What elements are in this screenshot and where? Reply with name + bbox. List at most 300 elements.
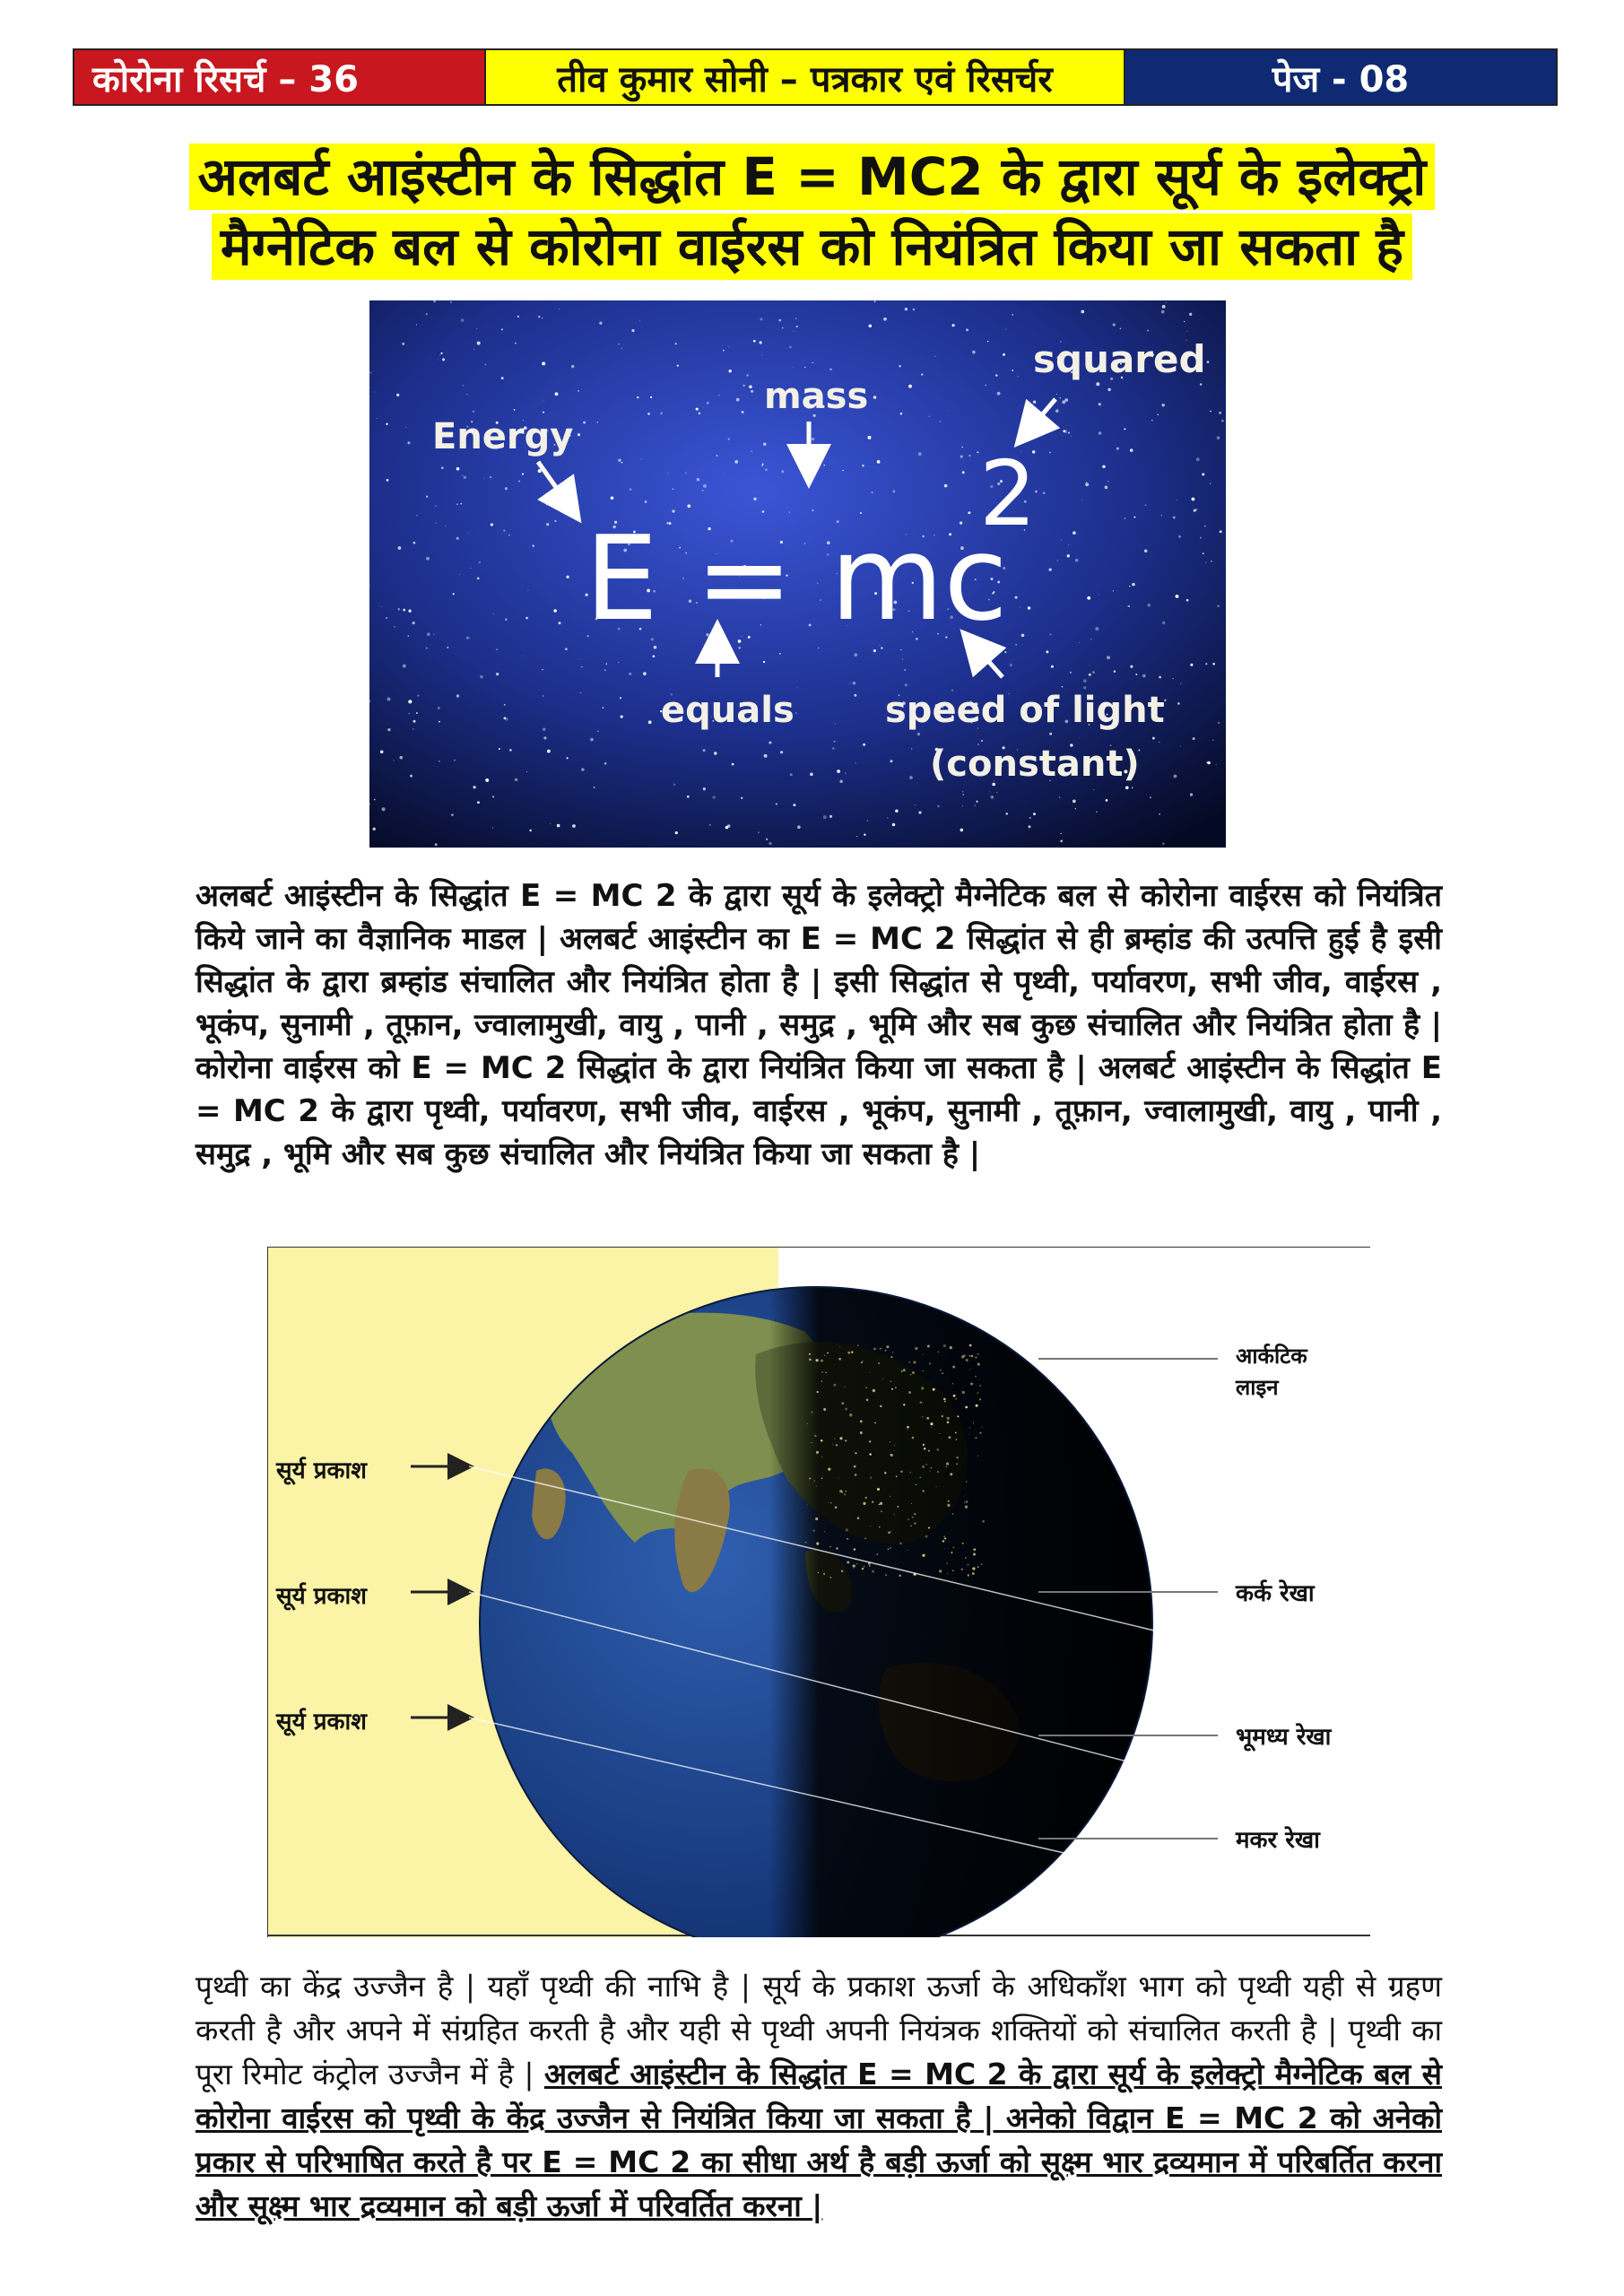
city-light-dot	[814, 1481, 815, 1482]
city-light-dot	[894, 1445, 895, 1446]
city-light-dot	[907, 1426, 909, 1429]
star-dot	[753, 498, 756, 500]
city-light-dot	[834, 1438, 836, 1439]
star-dot	[842, 470, 843, 471]
star-dot	[868, 436, 872, 439]
city-light-dot	[907, 1550, 908, 1551]
star-dot	[790, 773, 793, 776]
star-dot	[832, 747, 834, 749]
star-dot	[796, 326, 798, 327]
star-dot	[677, 365, 679, 367]
star-dot	[769, 842, 771, 845]
star-dot	[854, 653, 857, 657]
star-dot	[1144, 550, 1148, 553]
star-dot	[408, 610, 411, 613]
city-light-dot	[977, 1392, 978, 1394]
star-dot	[380, 750, 384, 753]
city-light-dot	[966, 1481, 967, 1482]
star-dot	[599, 322, 602, 325]
city-light-dot	[946, 1466, 947, 1467]
star-dot	[396, 394, 399, 396]
star-dot	[1005, 813, 1008, 815]
sunlight-label-3: सूर्य प्रकाश	[276, 1709, 367, 1735]
city-light-dot	[956, 1457, 958, 1458]
star-dot	[567, 576, 569, 578]
star-dot	[1173, 516, 1176, 518]
star-dot	[1015, 596, 1018, 599]
city-light-dot	[814, 1435, 816, 1437]
city-light-dot	[865, 1387, 867, 1388]
star-dot	[604, 762, 607, 765]
city-light-dot	[817, 1391, 819, 1393]
star-dot	[1196, 457, 1200, 461]
city-light-dot	[944, 1549, 945, 1550]
star-dot	[555, 392, 559, 396]
star-dot	[407, 441, 410, 444]
city-light-dot	[928, 1450, 930, 1452]
star-dot	[675, 831, 678, 834]
star-dot	[546, 504, 547, 505]
city-light-dot	[913, 1361, 916, 1363]
star-dot	[872, 491, 873, 493]
star-dot	[554, 520, 556, 522]
star-dot	[381, 606, 382, 607]
star-dot	[976, 801, 977, 803]
city-light-dot	[977, 1566, 979, 1568]
city-light-dot	[964, 1502, 965, 1503]
star-dot	[769, 741, 771, 744]
city-light-dot	[847, 1352, 850, 1354]
city-light-dot	[952, 1570, 954, 1571]
star-dot	[751, 390, 753, 393]
city-light-dot	[930, 1422, 933, 1425]
city-light-dot	[951, 1552, 953, 1553]
city-light-dot	[815, 1518, 818, 1520]
star-dot	[416, 712, 418, 714]
star-dot	[438, 707, 440, 709]
star-dot	[505, 487, 508, 490]
city-light-dot	[816, 1486, 817, 1487]
city-light-dot	[891, 1356, 893, 1358]
star-dot	[743, 385, 745, 387]
star-dot	[1005, 329, 1006, 330]
city-light-dot	[925, 1464, 927, 1465]
star-dot	[581, 666, 582, 667]
city-light-dot	[943, 1535, 944, 1536]
city-light-dot	[899, 1543, 902, 1545]
star-dot	[1211, 561, 1212, 562]
star-dot	[515, 778, 518, 782]
city-light-dot	[920, 1401, 923, 1404]
star-dot	[1062, 686, 1064, 688]
emc2-starfield-image	[369, 300, 1226, 848]
star-dot	[1205, 663, 1207, 665]
tropic-of-capricorn-label: मकर रेखा	[1236, 1827, 1320, 1854]
star-dot	[578, 390, 579, 392]
star-dot	[398, 608, 401, 611]
formula-exponent: 2	[979, 441, 1037, 546]
star-dot	[1200, 383, 1202, 385]
city-light-dot	[977, 1363, 980, 1366]
star-dot	[1028, 825, 1030, 828]
city-light-dot	[879, 1504, 880, 1505]
city-light-dot	[946, 1462, 949, 1465]
star-dot	[505, 718, 508, 720]
star-dot	[714, 752, 716, 754]
star-dot	[1166, 302, 1167, 303]
city-light-dot	[937, 1471, 939, 1473]
city-light-dot	[914, 1513, 916, 1515]
star-dot	[456, 467, 460, 471]
city-light-dot	[950, 1473, 952, 1475]
star-dot	[435, 843, 438, 846]
star-dot	[1102, 465, 1105, 468]
city-light-dot	[821, 1477, 823, 1479]
city-light-dot	[926, 1417, 929, 1420]
star-dot	[526, 771, 527, 772]
star-dot	[479, 561, 481, 563]
city-light-dot	[821, 1439, 823, 1442]
city-light-dot	[966, 1359, 968, 1361]
star-dot	[1012, 314, 1013, 316]
city-light-dot	[911, 1503, 912, 1504]
star-dot	[1125, 517, 1126, 519]
star-dot	[1142, 674, 1146, 678]
star-dot	[764, 754, 768, 758]
mass-label: mass	[764, 376, 869, 417]
star-dot	[738, 647, 740, 648]
city-light-dot	[881, 1510, 882, 1512]
star-dot	[839, 779, 843, 783]
city-light-dot	[823, 1573, 825, 1575]
star-dot	[1161, 404, 1164, 406]
star-dot	[1157, 414, 1159, 416]
star-dot	[630, 488, 632, 491]
star-dot	[567, 757, 569, 759]
star-dot	[493, 613, 494, 614]
page-title	[179, 144, 1445, 283]
star-dot	[795, 712, 796, 713]
star-dot	[1060, 397, 1061, 398]
star-dot	[618, 344, 620, 345]
star-dot	[413, 720, 415, 723]
star-dot	[477, 578, 480, 580]
city-light-dot	[890, 1380, 891, 1382]
star-dot	[904, 669, 906, 671]
star-dot	[1161, 515, 1162, 516]
star-dot	[1107, 481, 1108, 482]
star-dot	[1061, 833, 1062, 834]
star-dot	[746, 374, 748, 376]
city-light-dot	[975, 1376, 977, 1378]
star-dot	[439, 354, 440, 355]
star-dot	[464, 476, 466, 479]
city-light-dot	[847, 1538, 848, 1540]
title-line-2: मैग्नेटिक बल से कोरोना वाईरस को नियंत्रित किया जा सकता है	[212, 213, 1412, 280]
city-light-dot	[890, 1547, 891, 1549]
city-light-dot	[948, 1500, 950, 1502]
star-dot	[845, 772, 847, 774]
star-dot	[637, 396, 638, 398]
star-dot	[483, 478, 484, 479]
star-dot	[618, 459, 621, 463]
star-dot	[408, 700, 412, 703]
city-light-dot	[969, 1369, 970, 1370]
star-dot	[1049, 568, 1052, 570]
star-dot	[1083, 686, 1086, 689]
city-light-dot	[841, 1402, 844, 1405]
star-dot	[703, 484, 707, 488]
star-dot	[660, 412, 663, 414]
city-light-dot	[888, 1548, 890, 1550]
star-dot	[1086, 482, 1087, 483]
star-dot	[1051, 665, 1054, 668]
city-light-dot	[836, 1444, 838, 1447]
star-dot	[1033, 813, 1036, 815]
star-dot	[1079, 642, 1080, 643]
series-label: कोरोना रिसर्च – 36	[74, 50, 484, 104]
body-paragraph-2	[195, 1964, 1442, 2228]
star-dot	[728, 439, 730, 440]
city-light-dot	[873, 1389, 875, 1392]
city-light-dot	[952, 1513, 954, 1515]
star-dot	[1068, 544, 1069, 545]
city-light-dot	[944, 1537, 946, 1539]
star-dot	[450, 301, 452, 303]
star-dot	[1193, 737, 1195, 740]
paragraph-2-underlined: अलबर्ट आइंस्टीन के सिद्धांत E = MC 2 के द्वारा सूर्य के इलेक्ट्रो मैग्नेटिक बल से कोरोना वाईरस को पृथ्वी के केंद्र उज्जैन से नियंत्रित किया जा सकता है | अनेको विद्वान E = MC 2 को अनेको प्रकार से परिभाषित करते है पर E = MC 2 का सीधा अर्थ है बड़ी ऊर्जा को सूक्ष्म भार द्रव्यमान में परिबर्तित करना और सूक्ष्म भार द्रव्यमान को बड़ी ऊर्जा में परिवर्तित करना |	[195, 2057, 1442, 2223]
city-light-dot	[856, 1563, 858, 1565]
star-dot	[1099, 403, 1101, 405]
star-dot	[1073, 531, 1076, 535]
city-light-dot	[930, 1467, 932, 1469]
star-dot	[862, 465, 864, 466]
city-light-dot	[973, 1422, 974, 1423]
star-dot	[403, 609, 405, 612]
city-light-dot	[929, 1362, 931, 1364]
star-dot	[1012, 370, 1013, 371]
star-dot	[542, 361, 545, 365]
city-light-dot	[869, 1453, 872, 1456]
star-dot	[505, 618, 508, 621]
star-dot	[559, 622, 561, 624]
city-light-dot	[939, 1433, 940, 1434]
star-dot	[900, 413, 903, 415]
star-dot	[1176, 595, 1179, 598]
star-dot	[451, 813, 454, 816]
city-light-dot	[927, 1345, 930, 1348]
star-dot	[553, 497, 557, 500]
star-dot	[793, 804, 795, 806]
star-dot	[477, 801, 480, 804]
star-dot	[1190, 664, 1193, 666]
star-dot	[629, 673, 631, 675]
star-dot	[687, 796, 690, 798]
star-dot	[707, 402, 709, 404]
star-dot	[742, 412, 743, 413]
star-dot	[1186, 599, 1189, 602]
star-dot	[1151, 420, 1152, 421]
star-dot	[485, 778, 489, 782]
star-dot	[1218, 722, 1220, 725]
star-dot	[1152, 737, 1155, 740]
body-paragraph-1: अलबर्ट आइंस्टीन के सिद्धांत E = MC 2 के द्वारा सूर्य के इलेक्ट्रो मैग्नेटिक बल से कोरोना वाईरस को नियंत्रित किये जाने का वैज्ञानिक माडल | अलबर्ट आइंस्टीन का E = MC 2 सिद्धांत से ही ब्रम्हांड की उत्पत्ति हुई है इसी सिद्धांत के द्वारा ब्रम्हांड संचालित और नियंत्रित होता है | इसी सिद्धांत से पृथ्वी, पर्यावरण, सभी जीव, वाईरस , भूकंप, सुनामी , तूफ़ान, ज्वालामुखी, वायु , पानी , समुद्र , भूमि और सब कुछ संचालित और नियंत्रित होता है | कोरोना वाईरस को E = MC 2 सिद्धांत के द्वारा नियंत्रित किया जा सकता है | अलबर्ट आइंस्टीन के सिद्धांत E = MC 2 के द्वारा पृथ्वी, पर्यावरण, सभी जीव, वाईरस , भूकंप, सुनामी , तूफ़ान, ज्वालामुखी, वायु , पानी , समुद्र , भूमि और सब कुछ संचालित और नियंत्रित किया जा सकता है |	[195, 878, 1442, 1172]
star-dot	[962, 805, 963, 806]
star-dot	[1159, 676, 1161, 679]
star-dot	[648, 720, 652, 724]
star-dot	[604, 669, 606, 671]
star-dot	[426, 313, 428, 315]
star-dot	[509, 749, 512, 752]
star-dot	[1070, 672, 1072, 674]
city-light-dot	[880, 1405, 881, 1407]
city-light-dot	[886, 1345, 889, 1348]
city-light-dot	[923, 1402, 924, 1403]
star-dot	[687, 504, 690, 508]
tropic-of-cancer-label: कर्क रेखा	[1236, 1580, 1315, 1607]
star-dot	[699, 412, 701, 414]
star-dot	[962, 471, 965, 474]
star-dot	[823, 465, 825, 466]
city-light-dot	[953, 1547, 955, 1549]
city-light-dot	[948, 1436, 951, 1439]
star-dot	[543, 695, 544, 697]
city-light-dot	[869, 1440, 871, 1442]
star-dot	[921, 373, 923, 375]
star-dot	[1150, 796, 1151, 798]
star-dot	[462, 474, 464, 476]
city-light-dot	[923, 1444, 925, 1446]
star-dot	[1075, 808, 1076, 809]
star-dot	[966, 328, 968, 331]
city-light-dot	[854, 1465, 856, 1468]
star-dot	[1063, 430, 1065, 432]
star-dot	[1177, 702, 1180, 705]
city-light-dot	[857, 1517, 860, 1519]
star-dot	[971, 671, 972, 672]
city-light-dot	[952, 1366, 955, 1369]
city-light-dot	[910, 1472, 911, 1473]
star-dot	[944, 484, 948, 488]
star-dot	[905, 308, 908, 310]
city-light-dot	[919, 1477, 920, 1478]
city-light-dot	[873, 1348, 876, 1351]
city-light-dot	[890, 1496, 891, 1498]
star-dot	[795, 317, 796, 318]
star-dot	[631, 329, 634, 332]
star-dot	[517, 316, 519, 317]
equator-label: भूमध्य रेखा	[1236, 1724, 1332, 1751]
star-dot	[869, 325, 872, 327]
star-dot	[995, 374, 997, 376]
star-dot	[1132, 787, 1133, 788]
star-dot	[987, 341, 988, 342]
city-light-dot	[888, 1532, 890, 1534]
star-dot	[763, 661, 765, 663]
city-light-dot	[836, 1547, 838, 1549]
star-dot	[369, 371, 371, 373]
city-light-dot	[901, 1370, 903, 1372]
city-light-dot	[821, 1380, 822, 1381]
star-dot	[981, 740, 983, 742]
city-light-dot	[903, 1404, 905, 1405]
star-dot	[1133, 517, 1135, 518]
star-dot	[873, 396, 877, 399]
city-light-dot	[947, 1563, 948, 1564]
star-dot	[782, 327, 783, 328]
star-dot	[1162, 305, 1166, 309]
city-light-dot	[838, 1478, 839, 1479]
city-light-dot	[824, 1531, 825, 1532]
city-light-dot	[809, 1477, 811, 1479]
star-dot	[442, 358, 445, 361]
star-dot	[1217, 436, 1220, 439]
star-dot	[1096, 382, 1099, 386]
city-light-dot	[968, 1576, 969, 1577]
star-dot	[758, 831, 760, 833]
star-dot	[749, 385, 752, 388]
city-light-dot	[851, 1352, 853, 1353]
star-dot	[542, 669, 543, 671]
city-light-dot	[894, 1514, 895, 1515]
city-light-dot	[936, 1486, 937, 1487]
star-dot	[402, 343, 404, 345]
star-dot	[416, 325, 417, 326]
star-dot	[760, 318, 763, 321]
star-dot	[1073, 800, 1076, 804]
star-dot	[508, 535, 510, 536]
star-dot	[877, 460, 881, 464]
city-light-dot	[965, 1406, 968, 1409]
star-dot	[697, 478, 699, 481]
star-dot	[899, 365, 900, 367]
star-dot	[1190, 793, 1193, 796]
star-dot	[1216, 764, 1217, 765]
star-dot	[499, 748, 500, 750]
star-dot	[874, 300, 876, 302]
star-dot	[1049, 733, 1052, 735]
city-light-dot	[972, 1572, 975, 1575]
star-dot	[1061, 540, 1062, 541]
star-dot	[1147, 330, 1149, 332]
star-dot	[1210, 483, 1211, 484]
star-dot	[427, 632, 430, 636]
star-dot	[1207, 361, 1210, 363]
city-light-dot	[860, 1431, 863, 1434]
city-light-dot	[811, 1442, 812, 1444]
star-dot	[1120, 327, 1122, 329]
star-dot	[565, 648, 568, 650]
star-dot	[466, 394, 468, 396]
star-dot	[621, 348, 622, 349]
star-dot	[802, 474, 803, 475]
star-dot	[1059, 796, 1061, 798]
star-dot	[373, 828, 376, 831]
city-light-dot	[956, 1463, 958, 1465]
city-light-dot	[982, 1427, 983, 1428]
star-dot	[413, 542, 416, 544]
city-light-dot	[969, 1434, 970, 1435]
star-dot	[900, 649, 901, 650]
city-light-dot	[910, 1526, 912, 1527]
city-light-dot	[864, 1566, 865, 1568]
city-light-dot	[923, 1370, 924, 1371]
city-light-dot	[977, 1456, 978, 1457]
star-dot	[463, 385, 464, 386]
star-dot	[454, 760, 456, 761]
star-dot	[727, 824, 731, 828]
star-dot	[439, 761, 440, 762]
